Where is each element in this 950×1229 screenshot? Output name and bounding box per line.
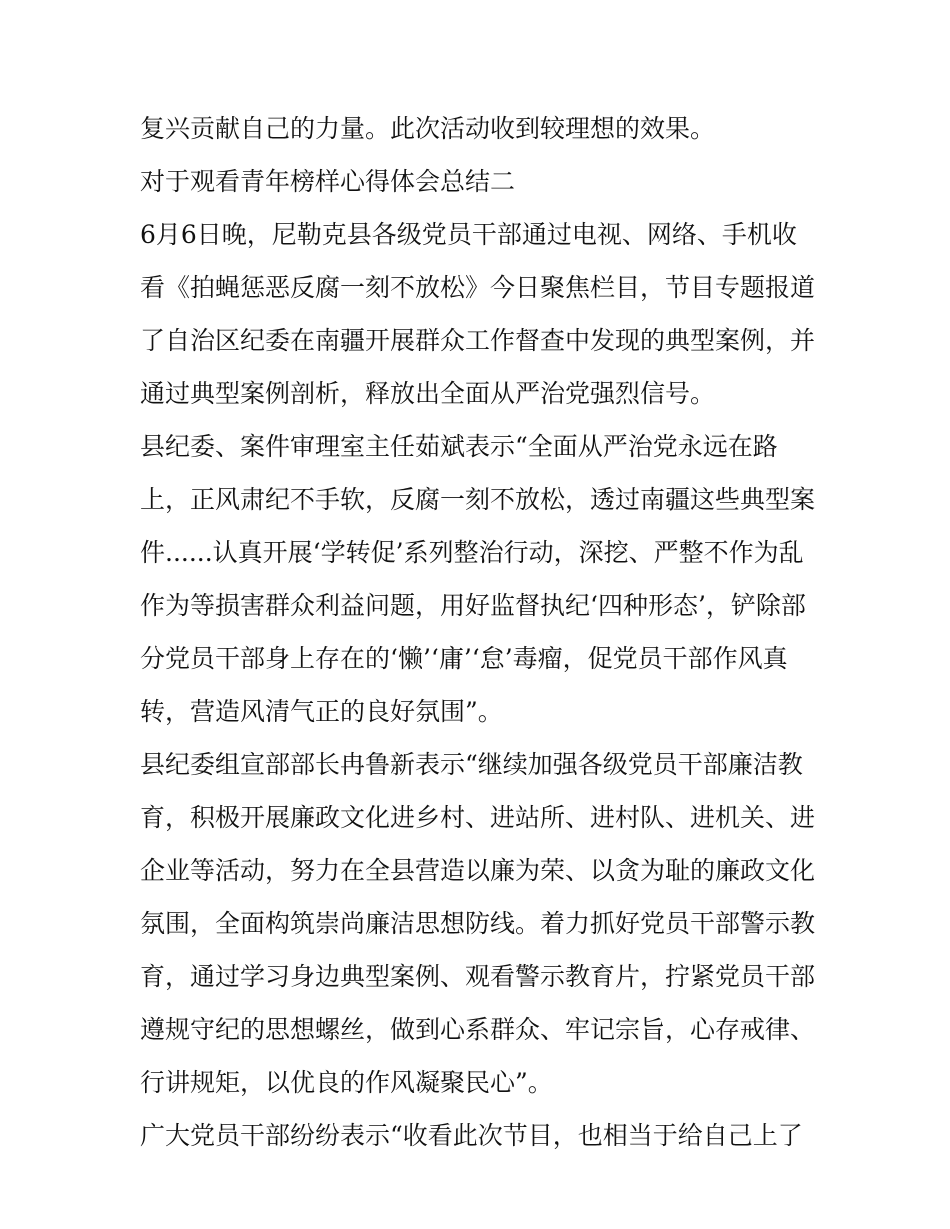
text-line: 遵规守纪的思想螺丝，做到心系群众、牢记宗旨，心存戒律、 [140, 1015, 816, 1044]
text-line: 行讲规矩，以优良的作风凝聚民心”。 [140, 1068, 553, 1097]
text-line: 件......认真开展‘学转促’系列整治行动，深挖、严整不作为乱 [140, 538, 804, 567]
text-line: 广大党员干部纷纷表示“收看此次节目，也相当于给自己上了 [140, 1121, 803, 1150]
text-line: 育，通过学习身边典型案例、观看警示教育片，拧紧党员干部 [140, 962, 816, 991]
text-line: 作为等损害群众利益问题，用好监督执纪‘四种形态’，铲除部 [140, 591, 806, 620]
text-line: 分党员干部身上存在的‘懒’‘庸’‘怠’毒瘤，促党员干部作风真 [140, 644, 788, 673]
text-line: 县纪委组宣部部长冉鲁新表示“继续加强各级党员干部廉洁教 [140, 750, 803, 779]
text-line: 了自治区纪委在南疆开展群众工作督查中发现的典型案例，并 [140, 326, 816, 355]
text-line: 县纪委、案件审理室主任茹斌表示“全面从严治党永远在路 [140, 432, 778, 461]
text-line: 氛围，全面构筑崇尚廉洁思想防线。着力抓好党员干部警示教 [140, 909, 816, 938]
text-line: 看《拍蝇惩恶反腐一刻不放松》今日聚焦栏目，节目专题报道 [140, 273, 816, 302]
text-line: 育，积极开展廉政文化进乡村、进站所、进村队、进机关、进 [140, 803, 816, 832]
section-heading: 对于观看青年榜样心得体会总结二 [140, 167, 516, 196]
text-line: 上，正风肃纪不手软，反腐一刻不放松，透过南疆这些典型案 [140, 485, 816, 514]
text-line: 转，营造风清气正的良好氛围”。 [140, 697, 503, 726]
text-line: 企业等活动，努力在全县营造以廉为荣、以贪为耻的廉政文化 [140, 856, 816, 885]
text-line: 通过典型案例剖析，释放出全面从严治党强烈信号。 [140, 379, 716, 408]
text-line: 6月6日晚，尼勒克县各级党员干部通过电视、网络、手机收 [140, 220, 797, 249]
text-line: 复兴贡献自己的力量。此次活动收到较理想的效果。 [140, 114, 716, 143]
